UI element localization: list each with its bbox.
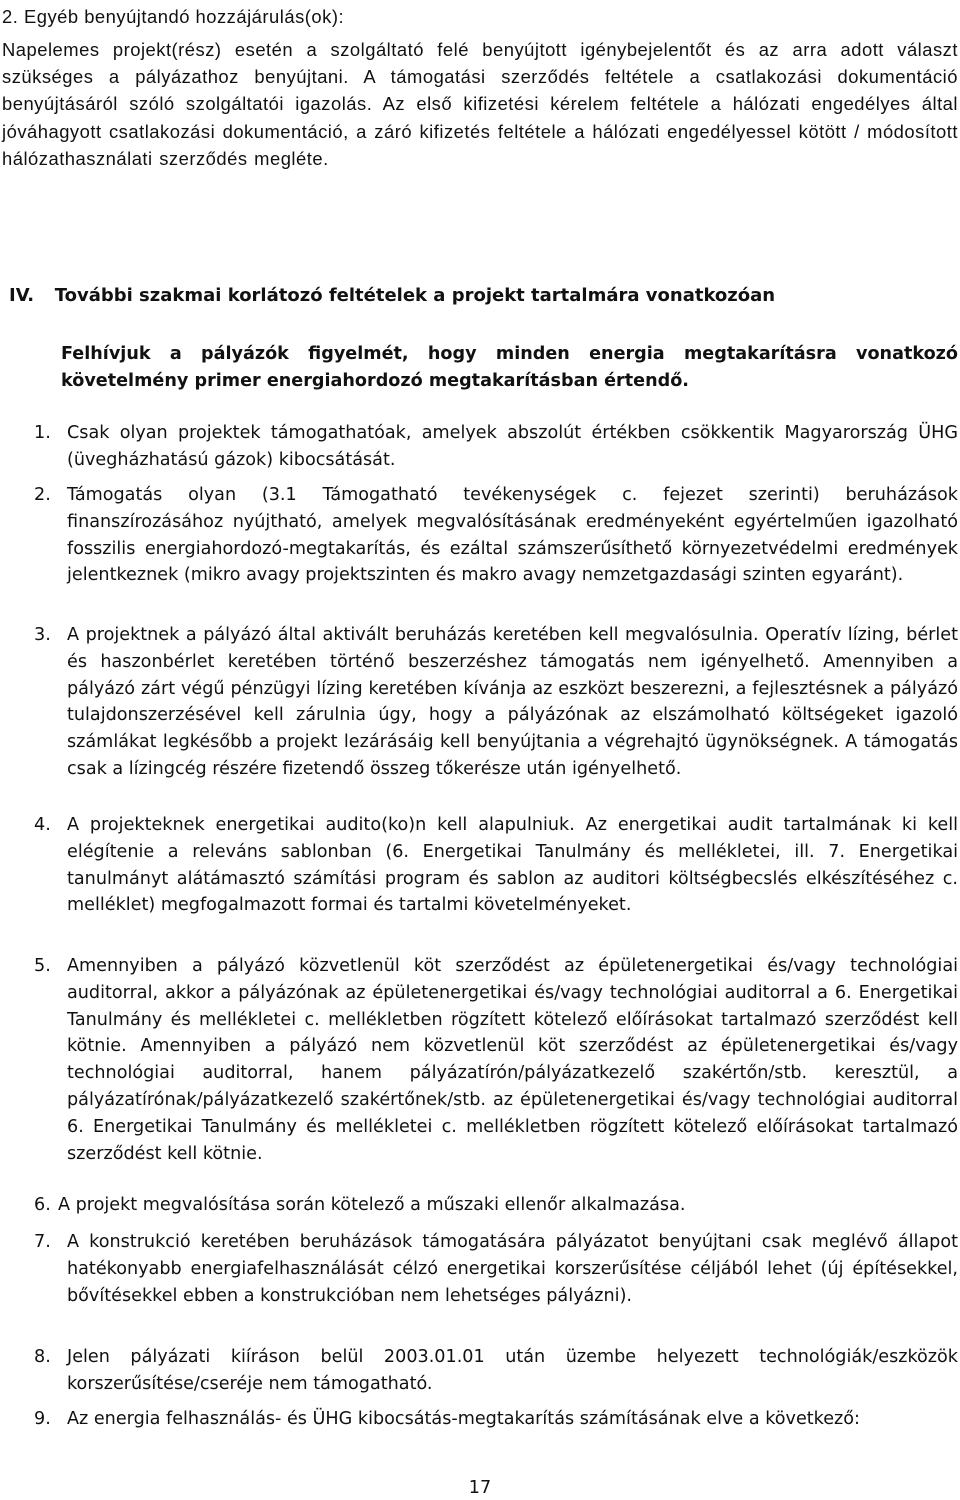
list-item-text: Támogatás olyan (3.1 Támogatható tevékenységek c. fejezet szerinti) beruházások finanszírozásához nyújtható, amelyek megvalósításának eredményeként egyértelműen igazolható fosszilis energiahordozó-megtakarítás, és ezáltal számszerűsíthető környezetvédelmi eredmények jelentkeznek (mikro avagy projektszinten és makro avagy nemzetgazdasági szinten egyaránt).: [67, 485, 958, 586]
section-heading-iv: [9, 283, 959, 309]
list-item-number: 7.: [34, 1232, 51, 1252]
list-item-text: Az energia felhasználás- és ÜHG kibocsátás-megtakarítás számításának elve a következő:: [67, 1409, 860, 1429]
list-item: [34, 1344, 958, 1398]
list-item: [34, 1192, 958, 1219]
list-item-number: 6.: [34, 1195, 51, 1215]
list-item-text: A konstrukció keretében beruházások támogatására pályázatot benyújtani csak meglévő állapot hatékonyabb energiafelhasználását célzó energetikai korszerűsítése céljából lehet (új építésekkel, bővítésekkel ebben a konstrukcióban nem lehetséges pályázni).: [67, 1232, 958, 1306]
list-item: [34, 812, 958, 919]
list-item-number: 3.: [34, 625, 51, 645]
section-title: További szakmai korlátozó feltételek a projekt tartalmára vonatkozóan: [54, 285, 776, 306]
list-item: [34, 482, 958, 589]
list-item-number: 1.: [34, 423, 51, 443]
notice-paragraph: Felhívjuk a pályázók figyelmét, hogy minden energia megtakarításra vonatkozó követelmény primer energiahordozó megtakarításban értendő.: [61, 344, 958, 391]
list-item-number: 2.: [34, 485, 51, 505]
page-number: 17: [468, 1478, 492, 1498]
list-item: [34, 420, 958, 474]
list-item-text: Amennyiben a pályázó közvetlenül köt szerződést az épületenergetikai és/vagy technológiai auditorral, akkor a pályázónak az épületenergetikai és/vagy technológiai auditorral a 6. Energetikai Tanulmány és mellékletei c. mellékletben rögzített kötelező előírásokat tartalmazó szerződést kell kötnie. Amennyiben a pályázó nem közvetlenül köt szerződést az épületenergetikai és/vagy technológiai auditorral, hanem pályázatírón/pályázatkezelő szakértőn/stb. keresztül, a pályázatírónak/pályázatkezelő szakértőnek/stb. az épületenergetikai és/vagy technológiai auditorral 6. Energetikai Tanulmány és mellékletei c. mellékletben rögzített kötelező előírásokat tartalmazó szerződést kell kötnie.: [67, 956, 958, 1164]
list-item-number: 8.: [34, 1347, 51, 1367]
list-item-number: 4.: [34, 815, 51, 835]
list-item-text: A projekt megvalósítása során kötelező a műszaki ellenőr alkalmazása.: [58, 1195, 686, 1215]
list-item-text: Jelen pályázati kiíráson belül 2003.01.01 után üzembe helyezett technológiák/eszközök korszerűsítése/cseréje nem támogatható.: [67, 1347, 958, 1394]
list-item: [34, 953, 958, 1167]
list-item: [34, 622, 958, 783]
list-item: [34, 1229, 958, 1309]
list-item-text: A projektnek a pályázó által aktivált beruházás keretében kell megvalósulnia. Operatív lízing, bérlet és haszonbérlet keretében történő beszerzéshez támogatás nem igényelhető. Amennyiben a pályázó zárt végű pénzügyi lízing keretében kívánja az eszközt beszerezni, a fejlesztésnek a pályázó tulajdonszerzésével kell zárulnia úgy, hogy a pályázónak az elszámolható költségeket igazoló számlákat legkésőbb a projekt lezárásáig kell benyújtania a végrehajtó ügynökségnek. A támogatás csak a lízingcég részére fizetendő összeg tőkerésze után igényelhető.: [67, 625, 958, 779]
section-roman-numeral: IV.: [9, 285, 35, 306]
list-item-number: 9.: [34, 1409, 51, 1429]
list-item: [34, 1406, 958, 1433]
list-item-number: 5.: [34, 956, 51, 976]
section-heading-2: 2. Egyéb benyújtandó hozzájárulás(ok):: [2, 6, 345, 27]
list-item-text: A projekteknek energetikai audito(ko)n kell alapulniuk. Az energetikai audit tartalmának ki kell elégítenie a releváns sablonban (6. Energetikai Tanulmány és mellékletei, ill. 7. Energetikai tanulmányt alátámasztó számítási program és sablon az auditori költségbecslés elkészítéséhez c. melléklet) megfogalmazott formai és tartalmi követelményeket.: [67, 815, 958, 916]
section2-paragraph: Napelemes projekt(rész) esetén a szolgáltató felé benyújtott igénybejelentőt és az arra adott választ szükséges a pályázathoz benyújtani. A támogatási szerződés feltétele a csatlakozási dokumentáció benyújtásáról szóló szolgáltatói igazolás. Az első kifizetési kérelem feltétele a hálózati engedélyes által jóváhagyott csatlakozási dokumentáció, a záró kifizetés feltétele a hálózati engedélyessel kötött / módosított hálózathasználati szerződés megléte.: [2, 39, 958, 169]
list-item-text: Csak olyan projektek támogathatóak, amelyek abszolút értékben csökkentik Magyarország ÜHG (üvegházhatású gázok) kibocsátását.: [67, 423, 958, 470]
